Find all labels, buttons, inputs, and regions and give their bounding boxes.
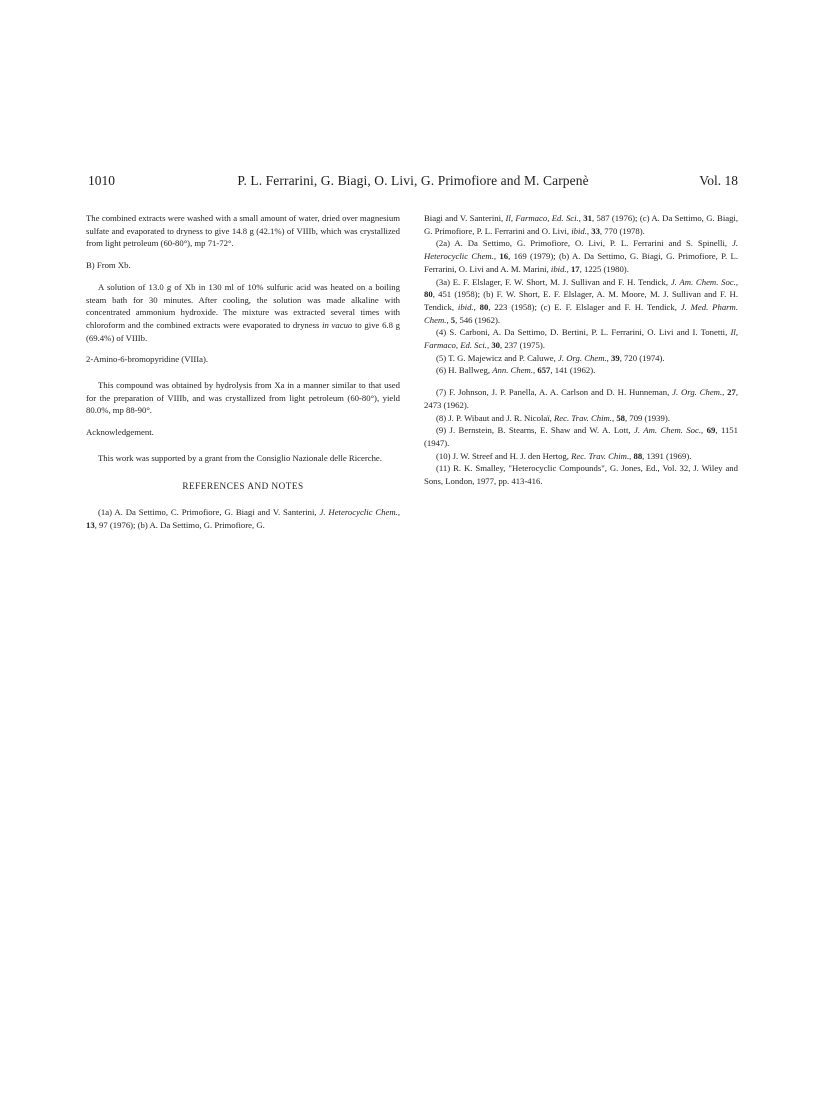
left-column [86,212,400,532]
page-number: 1010 [88,173,115,188]
reference-10: (10) J. W. Streef and H. J. den Hertog, Rec. Trav. Chim., 88, 1391 (1969). [436,450,692,461]
running-header [88,171,738,191]
paragraph-method-b: A solution of 13.0 g of Xb in 130 ml of 10% sulfuric acid was heated on a boiling steam bath for 30 minutes. After cooling, the solution was made alkaline with concentrated ammonium hydroxide. The mixture was extracted several times with chloroform and the combined extracts were evaporated to dryness in vacuo to give 6.8 g (69.4%) of VIIIb. [86,281,400,343]
reference-9: (9) J. Bernstein, B. Stearns, E. Shaw and W. A. Lott, J. Am. Chem. Soc., 69, 1151 (1947). [424,425,738,448]
reference-3: (3a) E. F. Elslager, F. W. Short, M. J. Sullivan and F. H. Tendick, J. Am. Chem. Soc., 80, 451 (1958); (b) F. W. Short, E. F. Elslager, A. M. Moore, M. J. Sullivan and F. H. Tendick, ibid., 80, 223 (1958); (c) E. F. Elslager and F. H. Tendick, J. Med. Pharm. Chem., 5, 546 (1962). [424,276,739,325]
reference-8: (8) J. P. Wibaut and J. R. Nicolaï, Rec. Trav. Chim., 58, 709 (1939). [436,412,670,423]
right-column [424,212,738,488]
reference-2: (2a) A. Da Settimo, G. Primofiore, O. Livi, P. L. Ferrarini and S. Spinelli, J. Heterocyclic Chem., 16, 169 (1979); (b) A. Da Settimo, G. Biagi, G. Primofiore, P. L. Ferrarini, O. Livi and A. M. Marini, ibid., 17, 1225 (1980). [424,238,739,274]
acknowledgement-text: This work was supported by a grant from the Consiglio Nazionale delle Ricerche. [98,452,382,463]
compound-heading: 2-Amino-6-bromopyridine (VIIIa). [86,354,209,365]
reference-1a: (1a) A. Da Settimo, C. Primofiore, G. Biagi and V. Santerini, J. Heterocyclic Chem., 13, 97 (1976); (b) A. Da Settimo, G. Primofiore, G. [86,507,400,530]
reference-1-continued: Biagi and V. Santerini, Il, Farmaco, Ed. Sci., 31, 587 (1976); (c) A. Da Settimo, G. Biagi, G. Primofiore, P. L. Ferrarini and O. Livi, ibid., 33, 770 (1978). [424,213,739,236]
volume-label: Vol. 18 [699,173,738,188]
paragraph-compound: This compound was obtained by hydrolysis from Xa in a manner similar to that used for the preparation of VIIIb, and was crystallized from light petroleum (60-80°), yield 80.0%, mp 88-90°. [86,380,400,416]
references-heading: REFERENCES AND NOTES [182,480,304,491]
reference-6: (6) H. Ballweg, Ann. Chem., 657, 141 (1962). [436,365,596,376]
reference-11: (11) R. K. Smalley, "Heterocyclic Compounds", G. Jones, Ed., Vol. 32, J. Wiley and Sons, London, 1977, pp. 413-416. [424,463,738,487]
method-b-heading: B) From Xb. [86,260,131,271]
reference-5: (5) T. G. Majewicz and P. Caluwe, J. Org. Chem., 39, 720 (1974). [436,352,665,363]
reference-4: (4) S. Carboni, A. Da Settimo, D. Bertini, P. L. Ferrarini, O. Livi and I. Tonetti, Il, Farmaco, Ed. Sci., 30, 237 (1975). [424,327,738,351]
acknowledgement-heading: Acknowledgement. [86,427,154,438]
paragraph-extraction: The combined extracts were washed with a small amount of water, dried over magnesium sulfate and evaporated to dryness to give 14.8 g (42.1%) of VIIIb, which was crystallized from light petroleum (60-80°), mp 71-72°. [86,213,400,249]
reference-7: (7) F. Johnson, J. P. Panella, A. A. Carlson and D. H. Hunneman, J. Org. Chem., 27, 2473 (1962). [424,387,739,410]
running-head-authors: P. L. Ferrarini, G. Biagi, O. Livi, G. Primofiore and M. Carpenè [237,173,589,188]
